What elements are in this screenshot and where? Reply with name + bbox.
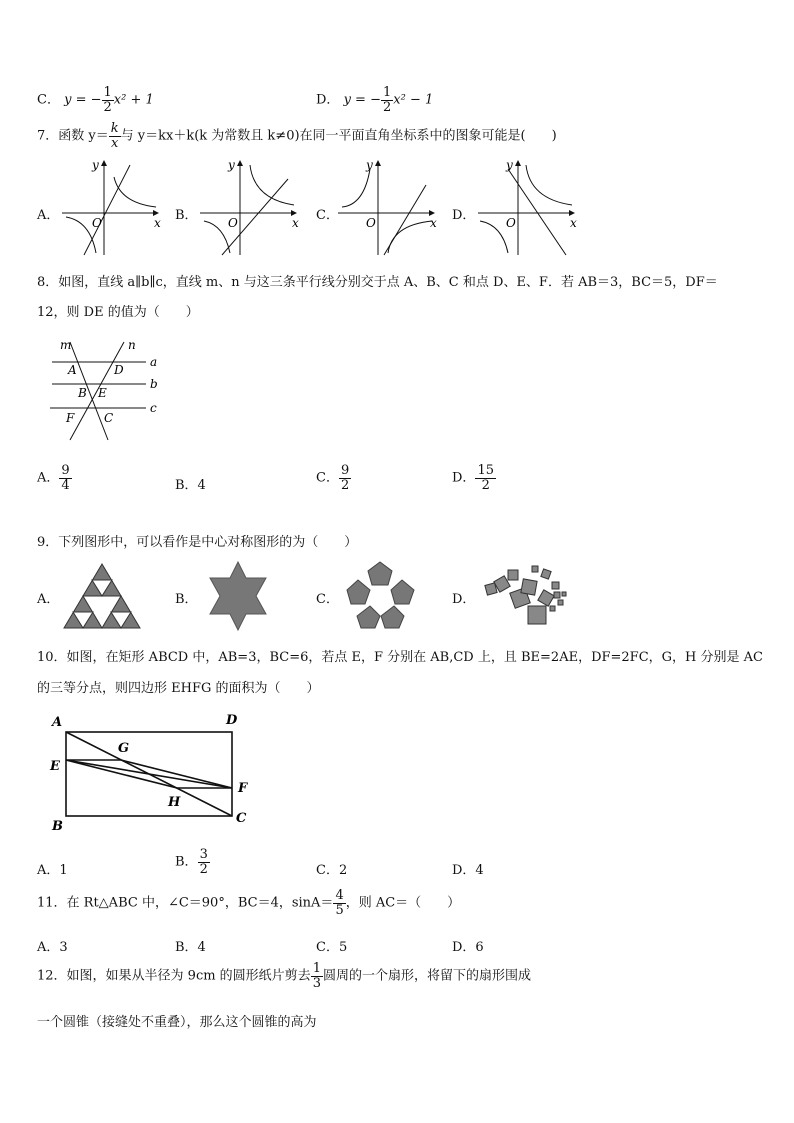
svg-text:B: B bbox=[78, 386, 87, 400]
svg-text:H: H bbox=[168, 795, 181, 810]
q10-rectangle-figure bbox=[44, 706, 264, 834]
q9-stem: 9．下列图形中，可以看作是中心对称图形的为（ ） bbox=[37, 535, 358, 550]
q9-pythagoras-tree-figure bbox=[482, 562, 574, 628]
q8-option-d: D． $\frac{15}{2}$ bbox=[452, 463, 494, 493]
q7-c-y-label: y bbox=[366, 158, 373, 172]
q10-option-d: D．4 bbox=[452, 863, 484, 878]
q6-c-fraction: $\frac{1}{2}$ bbox=[103, 85, 112, 115]
q7-graph-b bbox=[196, 155, 304, 257]
svg-text:A: A bbox=[68, 363, 77, 377]
q10-option-a: A．1 bbox=[37, 863, 68, 878]
q7-a-origin: O bbox=[92, 216, 102, 230]
q7-option-d-label: D． bbox=[452, 208, 476, 223]
q12-stem-line1: 12．如图，如果从半径为 9cm 的圆形纸片剪去 $\frac{1}{3}$ 圆周的一个扇形，将留下的扇形围成 bbox=[37, 961, 531, 991]
q7-stem: 7．函数 y＝ $\frac{k}{x}$ 与 y＝kx＋k(k 为常数且 k≠0)在同一平面直角坐标系中的图象可能是( ) bbox=[37, 121, 557, 151]
q7-a-y-label: y bbox=[92, 158, 99, 172]
q10-option-c: C．2 bbox=[316, 863, 348, 878]
q9-option-c-label: C． bbox=[316, 592, 339, 607]
q8-option-c: C． $\frac{9}{2}$ bbox=[316, 463, 350, 493]
svg-text:C: C bbox=[236, 811, 247, 826]
q7-option-c-label: C． bbox=[316, 208, 339, 223]
q7-a-x-label: x bbox=[154, 216, 161, 230]
q9-option-a-label: A． bbox=[37, 592, 60, 607]
q6-option-d: D． y = − $\frac{1}{2}$ x² − 1 bbox=[316, 85, 434, 115]
q12-stem-line2: 一个圆锥（接缝处不重叠），那么这个圆锥的高为 bbox=[37, 1015, 317, 1030]
q8-stem-line1: 8．如图，直线 a∥b∥c，直线 m、n 与这三条平行线分别交于点 A、B、C 和点 D、E、F．若 AB＝3，BC＝5，DF＝ bbox=[37, 275, 718, 290]
svg-text:E: E bbox=[98, 386, 107, 400]
svg-text:D: D bbox=[114, 363, 124, 377]
q7-b-x-label: x bbox=[292, 216, 299, 230]
svg-text:n: n bbox=[128, 338, 136, 352]
q7-option-b-label: B． bbox=[175, 208, 198, 223]
q8-figure bbox=[40, 336, 170, 442]
q7-option-a-label: A． bbox=[37, 208, 60, 223]
svg-text:C: C bbox=[104, 411, 114, 425]
q11-option-c: C．5 bbox=[316, 940, 348, 955]
q7-c-origin: O bbox=[366, 216, 376, 230]
q11-option-b: B．4 bbox=[175, 940, 206, 955]
q7-graph-d bbox=[474, 155, 582, 257]
svg-text:F: F bbox=[238, 781, 248, 796]
q6-d-fraction: $\frac{1}{2}$ bbox=[382, 85, 392, 115]
q10-option-b: B． $\frac{3}{2}$ bbox=[175, 847, 208, 877]
q7-graph-a bbox=[58, 155, 166, 257]
q7-fraction: $\frac{k}{x}$ bbox=[110, 121, 119, 151]
svg-text:E: E bbox=[50, 759, 60, 774]
q7-graph-c bbox=[334, 155, 442, 257]
svg-text:G: G bbox=[118, 741, 130, 756]
q6-option-c: C． y = − $\frac{1}{2}$ x² + 1 bbox=[37, 85, 154, 115]
q7-c-x-label: x bbox=[430, 216, 437, 230]
q8-option-b: B．4 bbox=[175, 478, 206, 493]
q11-option-a: A．3 bbox=[37, 940, 68, 955]
svg-text:B: B bbox=[52, 819, 63, 834]
q9-pentagons-figure bbox=[344, 560, 416, 630]
q8-stem-line2: 12，则 DE 的值为（ ） bbox=[37, 305, 199, 320]
svg-text:c: c bbox=[150, 401, 157, 415]
q9-sierpinski-figure bbox=[62, 562, 142, 630]
svg-text:F: F bbox=[66, 411, 75, 425]
svg-text:A: A bbox=[52, 715, 63, 730]
q9-hexagram-figure bbox=[206, 560, 270, 632]
q7-d-x-label: x bbox=[570, 216, 577, 230]
q11-option-d: D．6 bbox=[452, 940, 484, 955]
svg-text:m: m bbox=[60, 338, 72, 352]
q7-d-origin: O bbox=[506, 216, 516, 230]
q9-option-b-label: B． bbox=[175, 592, 198, 607]
svg-text:D: D bbox=[226, 713, 238, 728]
q7-b-origin: O bbox=[228, 216, 238, 230]
svg-text:a: a bbox=[150, 355, 158, 369]
q10-stem-line2: 的三等分点，则四边形 EHFG 的面积为（ ） bbox=[37, 681, 320, 696]
q11-stem: 11．在 Rt△ABC 中，∠C＝90°，BC＝4，sinA＝ $\frac{4}{5}$ ，则 AC＝（ ） bbox=[37, 888, 461, 918]
q7-b-y-label: y bbox=[228, 158, 235, 172]
svg-text:b: b bbox=[150, 377, 158, 391]
q7-d-y-label: y bbox=[506, 158, 513, 172]
q10-stem-line1: 10．如图，在矩形 ABCD 中，AB=3，BC=6，若点 E，F 分别在 AB,CD 上，且 BE=2AE，DF=2FC，G，H 分别是 AC bbox=[37, 650, 763, 665]
q8-option-a: A． $\frac{9}{4}$ bbox=[37, 463, 70, 493]
q9-option-d-label: D． bbox=[452, 592, 476, 607]
